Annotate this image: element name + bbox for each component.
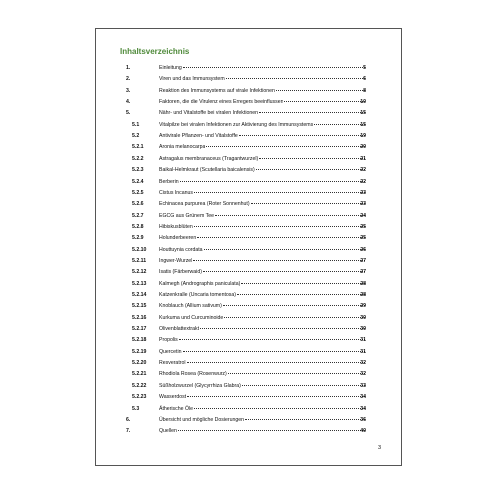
dot-leader [204, 249, 365, 250]
dot-leader [245, 419, 365, 420]
toc-title: Inhaltsverzeichnis [120, 47, 190, 56]
toc-entry-number: 5.2.3 [132, 167, 144, 174]
toc-entry[interactable] [96, 358, 403, 368]
toc-entry-text: Einleitung [159, 65, 182, 71]
toc-entry-text: Baikal-Helmkraut (Scutellaria baicalensis) [159, 167, 255, 174]
toc-entry-number: 5.2.17 [132, 326, 147, 333]
toc-entry-page: 6 [363, 76, 366, 83]
toc-entry-text: Houttuynia cordata [159, 246, 203, 253]
toc-entry-text: Katzenkralle (Uncaria tomentosa) [159, 292, 236, 298]
toc-entry-title [159, 245, 365, 255]
toc-entry[interactable] [96, 108, 403, 118]
toc-entry[interactable] [96, 233, 403, 243]
toc-entry-text: Viren und das Immunsystem [159, 76, 225, 83]
toc-entry-text: Holunderbeeren [159, 235, 197, 242]
toc-entry-title [159, 301, 365, 311]
toc-entry-title [159, 267, 365, 277]
toc-entry-title [159, 165, 365, 175]
dot-leader [228, 373, 365, 374]
toc-entry-page: 22 [360, 178, 366, 185]
toc-entry[interactable] [96, 63, 403, 73]
toc-entry[interactable] [96, 120, 403, 130]
toc-entry[interactable] [96, 324, 403, 334]
toc-entry-text: Ätherische Öle [159, 405, 194, 412]
toc-entry-title [159, 154, 365, 164]
toc-entry-text: Süßholzwurzel (Glycyrrhiza Glabra) [159, 382, 241, 389]
toc-entry-page: 40 [360, 428, 366, 435]
toc-entry-page: 24 [360, 212, 366, 219]
dot-leader [178, 430, 365, 431]
toc-entry[interactable] [96, 404, 403, 414]
toc-entry-page: 28 [360, 280, 366, 287]
toc-entry-title [159, 63, 365, 73]
toc-entry-page: 15 [360, 121, 366, 128]
toc-entry-text: EGCG aus Grünem Tee [159, 212, 214, 219]
toc-entry-number: 5.2.14 [132, 292, 147, 298]
toc-entry[interactable] [96, 154, 403, 164]
toc-entry[interactable] [96, 97, 403, 107]
toc-entry-text: Rhodiola Rosea (Rosenwurz) [159, 371, 227, 378]
toc-entry-page: 32 [360, 360, 366, 367]
toc-entry-page: 30 [360, 326, 366, 333]
toc-entry-text: Quercetin [159, 348, 182, 355]
toc-entry-title [159, 233, 365, 243]
dot-leader [223, 305, 365, 306]
toc-entry-text: Knoblauch (Allium sativum) [159, 303, 222, 310]
toc-entry[interactable] [96, 301, 403, 311]
toc-entry-number: 5.2.15 [132, 303, 147, 310]
dot-leader [314, 124, 365, 125]
toc-entry-title [159, 142, 365, 152]
dot-leader [194, 226, 365, 227]
toc-entry-title [159, 74, 365, 84]
toc-entry[interactable] [96, 267, 403, 277]
toc-entry-page: 34 [360, 394, 366, 401]
dot-leader [193, 260, 365, 261]
toc-entry-text: Cistus Incanus [159, 189, 194, 196]
toc-entry-title [159, 324, 365, 334]
toc-entry-title [159, 369, 365, 379]
toc-entry-page: 19 [360, 133, 366, 140]
toc-entry-number: 7. [126, 428, 131, 435]
toc-entry[interactable] [96, 290, 403, 300]
toc-entry-number: 5.2.20 [132, 360, 147, 367]
toc-entry-number: 5.2.4 [132, 178, 144, 185]
toc-entry[interactable] [96, 279, 403, 289]
toc-entry[interactable] [96, 177, 403, 187]
toc-entry[interactable] [96, 245, 403, 255]
dot-leader [237, 294, 365, 295]
dot-leader [187, 362, 365, 363]
toc-entry[interactable] [96, 313, 403, 323]
dot-leader [241, 283, 365, 284]
toc-entry-text: Aronia melanocarpa [159, 144, 206, 151]
dot-leader [284, 101, 365, 102]
dot-leader [179, 339, 365, 340]
toc-entry-text: Hibiskusblüten [159, 223, 193, 230]
dot-leader [226, 78, 365, 79]
toc-entry-text: Astragalus membranaceus (Tragantwurzel) [159, 155, 259, 162]
toc-entry-page: 25 [360, 223, 366, 230]
toc-entry-page: 30 [360, 314, 366, 321]
toc-entry-title [159, 415, 365, 425]
toc-entry-title [159, 256, 365, 266]
dot-leader [194, 408, 365, 409]
dot-leader [183, 67, 365, 68]
toc-entry-page: 23 [360, 201, 366, 208]
dot-leader [206, 146, 365, 147]
toc-entry[interactable] [96, 211, 403, 221]
toc-entry-text: Vitalpilze bei viralen Infektionen zur Aktivierung des Immunsystems [159, 121, 314, 128]
toc-entry-number: 5.2.8 [132, 223, 144, 230]
dot-leader [180, 181, 365, 182]
toc-entry[interactable] [96, 381, 403, 391]
toc-entry-title [159, 358, 365, 368]
toc-entry-title [159, 335, 365, 345]
toc-entry-text: Isatis (Färberwaid) [159, 269, 202, 276]
dot-leader [259, 112, 365, 113]
toc-entry-title [159, 290, 365, 300]
toc-entry-page: 21 [360, 155, 366, 162]
toc-entry-number: 1. [126, 65, 131, 71]
toc-entry-number: 5.2.9 [132, 235, 144, 242]
toc-entry-text: Echinacea purpurea (Roter Sonnenhut) [159, 201, 250, 208]
toc-entry-text: Berberin [159, 178, 179, 185]
dot-leader [183, 351, 366, 352]
toc-entry-number: 5.2.23 [132, 394, 147, 401]
toc-entry-title [159, 199, 365, 209]
toc-entry-text: Olivenblattextrakt [159, 326, 200, 333]
dot-leader [256, 169, 365, 170]
toc-entry-number: 5.2.7 [132, 212, 144, 219]
toc-entry-page: 27 [360, 257, 366, 264]
toc-entry-text: Resveratrol [159, 360, 186, 367]
toc-entry-number: 5.2.13 [132, 280, 147, 287]
toc-entry[interactable] [96, 131, 403, 141]
toc-entry-number: 5.2.22 [132, 382, 147, 389]
toc-entry-title [159, 222, 365, 232]
toc-entry-text: Kurkuma und Curcuminoide [159, 314, 224, 321]
toc-entry-page: 27 [360, 269, 366, 276]
toc-entry-number: 6. [126, 416, 131, 423]
toc-entry-title [159, 120, 365, 130]
toc-entry-text: Antivirale Pflanzen- und Vitalstoffe [159, 133, 238, 140]
toc-entry-page: 29 [360, 303, 366, 310]
document-page [95, 28, 402, 466]
toc-entry-page: 33 [360, 382, 366, 389]
dot-leader [259, 158, 365, 159]
toc-entry-page: 28 [360, 292, 366, 298]
toc-entry-number: 5.2.5 [132, 189, 144, 196]
toc-entry[interactable] [96, 222, 403, 232]
toc-entry-page: 23 [360, 189, 366, 196]
toc-entry-number: 5.2.1 [132, 144, 144, 151]
dot-leader [224, 317, 365, 318]
toc-entry[interactable] [96, 392, 403, 402]
toc-entry-number: 5.2.11 [132, 257, 147, 264]
toc-entry-text: Propolis [159, 337, 178, 344]
toc-entry[interactable] [96, 415, 403, 425]
toc-entry[interactable] [96, 165, 403, 175]
dot-leader [215, 215, 365, 216]
toc-entry[interactable] [96, 335, 403, 345]
toc-entry-title [159, 392, 365, 402]
toc-entry[interactable] [96, 188, 403, 198]
toc-entry[interactable] [96, 369, 403, 379]
dot-leader [203, 271, 365, 272]
toc-entry-text: Faktoren, die die Virulenz eines Erregers beeinflussen [159, 99, 284, 106]
toc-entry-page: 10 [360, 99, 366, 106]
toc-entry-page: 31 [360, 348, 366, 355]
toc-entry-text: Übersicht und mögliche Dosierungen [159, 416, 245, 423]
dot-leader [242, 385, 365, 386]
toc-entry-page: 26 [360, 246, 366, 253]
toc-entry[interactable] [96, 256, 403, 266]
toc-entry-number: 5.2.21 [132, 371, 147, 378]
toc-entry-page: 5 [363, 65, 366, 71]
toc-entry-page: 15 [360, 110, 366, 117]
toc-entry-number: 2. [126, 76, 131, 83]
toc-entry-title [159, 313, 365, 323]
toc-entry[interactable] [96, 142, 403, 152]
toc-entry-page: 31 [360, 337, 366, 344]
toc-entry-number: 5.2.16 [132, 314, 147, 321]
toc-entry[interactable] [96, 86, 403, 96]
toc-entry-title [159, 404, 365, 414]
dot-leader [187, 396, 365, 397]
toc-entry[interactable] [96, 74, 403, 84]
toc-entry-number: 5.2.6 [132, 201, 144, 208]
toc-entry-title [159, 131, 365, 141]
toc-entry-page: 34 [360, 405, 366, 412]
toc-entry-title [159, 211, 365, 221]
toc-entry[interactable] [96, 426, 403, 436]
toc-entry-text: Reaktion des Immunsystems auf virale Infektionen [159, 87, 275, 94]
toc-entry-text: Nähr- und Vitalstoffe bei viralen Infektionen [159, 110, 259, 117]
dot-leader [276, 90, 365, 91]
dot-leader [251, 203, 365, 204]
toc-entry[interactable] [96, 199, 403, 209]
toc-entry-page: 20 [360, 144, 366, 151]
toc-entry-page: 22 [360, 167, 366, 174]
dot-leader [239, 135, 365, 136]
toc-entry-number: 5.2.12 [132, 269, 147, 276]
toc-entry-title [159, 381, 365, 391]
toc-entry-page: 36 [360, 416, 366, 423]
toc-entry-number: 5.3 [132, 405, 140, 412]
toc-entry-text: Wasserdost [159, 394, 187, 401]
toc-entry-number: 5.2.10 [132, 246, 147, 253]
toc-entry-text: Ingwer-Wurzel [159, 257, 193, 264]
toc-entry-number: 4. [126, 99, 131, 106]
toc-entry[interactable] [96, 347, 403, 357]
page-number: 3 [377, 445, 381, 451]
toc-entry-title [159, 279, 365, 289]
toc-entry-title [159, 108, 365, 118]
toc-entry-title [159, 426, 365, 436]
toc-entry-title [159, 347, 365, 357]
toc-entry-number: 5.2.18 [132, 337, 147, 344]
toc-entry-page: 8 [363, 87, 366, 94]
toc-entry-number: 5.2 [132, 133, 140, 140]
dot-leader [194, 192, 365, 193]
toc-entry-page: 25 [360, 235, 366, 242]
toc-entry-text: Kalmegh (Andrographis paniculata) [159, 280, 241, 287]
toc-entry-title [159, 86, 365, 96]
toc-entry-title [159, 188, 365, 198]
toc-entry-text: Quellen [159, 428, 177, 435]
dot-leader [197, 237, 365, 238]
toc-entry-number: 5.2.19 [132, 348, 147, 355]
toc-entry-page: 32 [360, 371, 366, 378]
toc-entry-number: 3. [126, 87, 131, 94]
toc-entry-number: 5.1 [132, 121, 140, 128]
toc-entry-title [159, 177, 365, 187]
toc-entry-title [159, 97, 365, 107]
dot-leader [200, 328, 365, 329]
toc-entry-number: 5.2.2 [132, 155, 144, 162]
toc-entry-number: 5. [126, 110, 131, 117]
